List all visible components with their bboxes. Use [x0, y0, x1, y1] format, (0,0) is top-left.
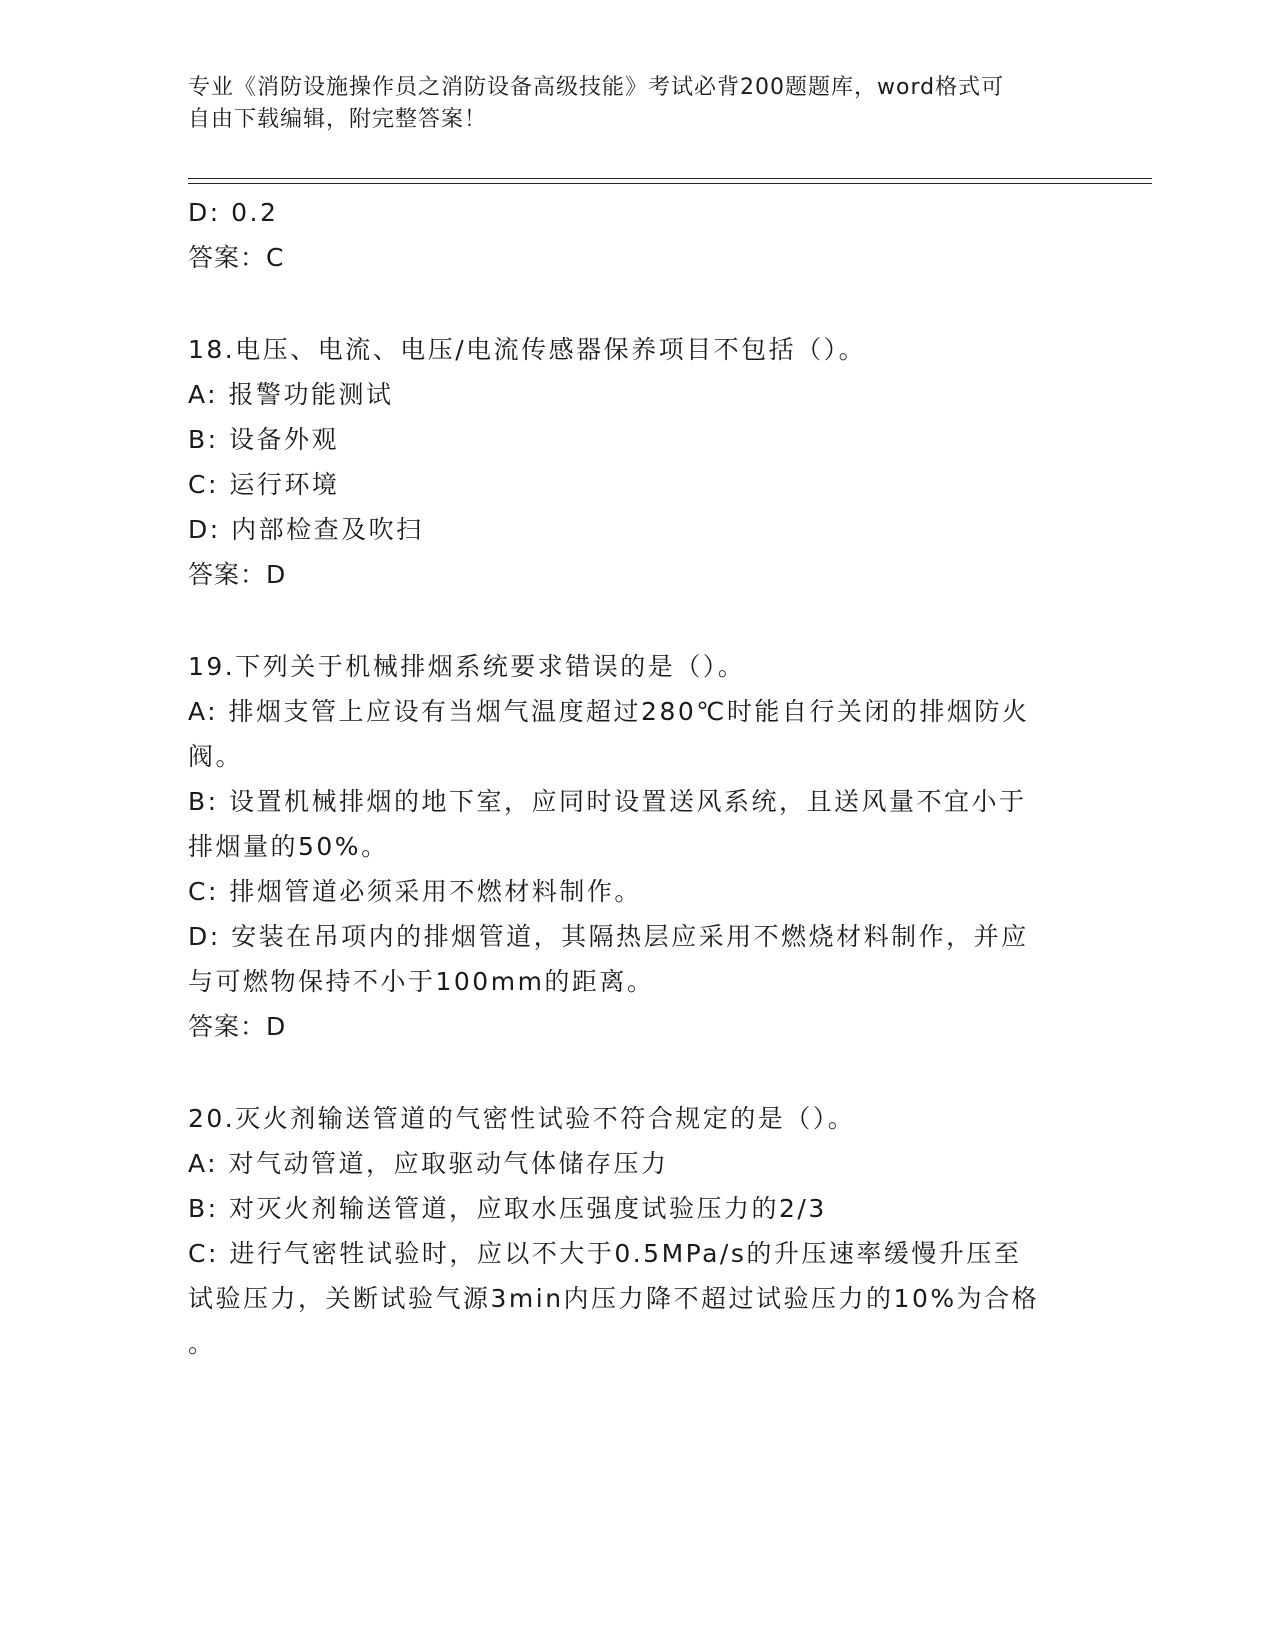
q20-option-b: B: 对灭火剂输送管道，应取水压强度试验压力的2/3	[188, 1194, 827, 1223]
q20-option-c-line-2: 试验压力，关断试验气源3min内压力降不超过试验压力的10%为合格	[188, 1284, 1040, 1313]
question-list	[188, 190, 1068, 1366]
q20-option-a: A: 对气动管道，应取驱动气体储存压力	[188, 1149, 669, 1178]
q20-option-c-line-1: C: 进行气密牲试验时，应以不大于0.5MPa/s的升压速率缓慢升压至	[188, 1239, 1022, 1268]
q17-answer: 答案：C	[188, 243, 285, 272]
question-17	[188, 190, 1068, 281]
q18-option-a: A: 报警功能测试	[188, 380, 394, 409]
q19-option-d-line-2: 与可燃物保持不小于100mm的距离。	[188, 967, 655, 996]
spacer	[188, 281, 1068, 327]
question-18	[188, 327, 1068, 598]
q19-answer: 答案：D	[188, 1012, 287, 1041]
q19-option-a-line-1: A: 排烟支管上应设有当烟气温度超过280℃时能自行关闭的排烟防火	[188, 697, 1030, 726]
q18-option-d: D: 内部检查及吹扫	[188, 515, 424, 544]
header-divider-bottom	[188, 183, 1152, 184]
spacer	[188, 598, 1068, 644]
header-title-line-1: 专业《消防设施操作员之消防设备高级技能》考试必背200题题库，word格式可	[188, 75, 1005, 100]
q19-option-d-line-1: D: 安装在吊项内的排烟管道，其隔热层应采用不燃烧材料制作，并应	[188, 922, 1029, 951]
q17-option-d: D: 0.2	[188, 198, 279, 227]
q19-option-a-line-2: 阀。	[188, 742, 244, 771]
q18-option-c: C: 运行环境	[188, 470, 340, 499]
question-19	[188, 644, 1068, 1050]
document-header	[188, 72, 1068, 136]
header-divider-top	[188, 178, 1152, 179]
q19-option-b-line-2: 排烟量的50%。	[188, 832, 389, 861]
q19-option-c: C: 排烟管道必须采用不燃材料制作。	[188, 877, 642, 906]
q18-option-b: B: 设备外观	[188, 425, 340, 454]
q18-question-text: 18.电压、电流、电压/电流传感器保养项目不包括（）。	[188, 335, 867, 364]
q19-question-text: 19.下列关于机械排烟系统要求错误的是（）。	[188, 652, 746, 681]
spacer	[188, 1050, 1068, 1096]
question-20	[188, 1096, 1068, 1366]
header-title-line-2: 自由下载编辑，附完整答案！	[188, 107, 488, 132]
q18-answer: 答案：D	[188, 560, 287, 589]
q20-question-text: 20.灭火剂输送管道的气密性试验不符合规定的是（）。	[188, 1104, 856, 1133]
q20-option-c-line-3: 。	[188, 1329, 216, 1358]
q19-option-b-line-1: B: 设置机械排烟的地下室，应同时设置送风系统，且送风量不宜小于	[188, 787, 1027, 816]
